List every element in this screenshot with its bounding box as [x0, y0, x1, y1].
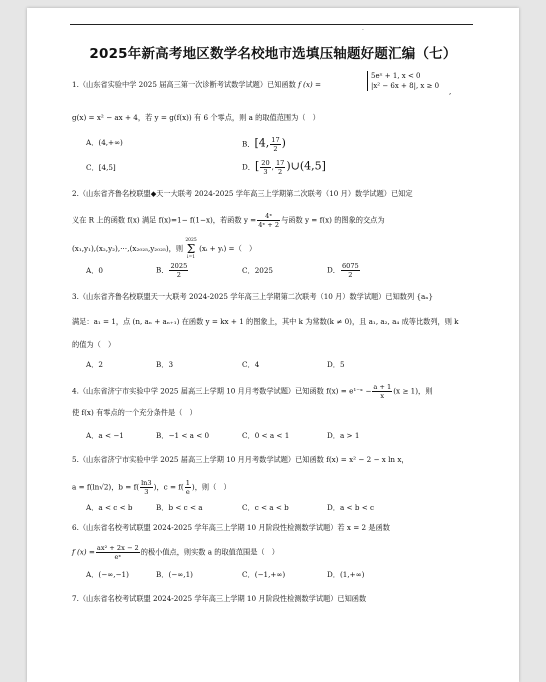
q1-option-d[interactable]: D．[ $\frac{20}{3}$ , $\frac{17}{2}$ )∪(4,5]: [242, 159, 326, 176]
q5-option-c[interactable]: C．c < a < b: [242, 503, 289, 512]
q3-option-a[interactable]: A．2: [86, 360, 103, 369]
q5-line-1: 5.（山东省济宁市实验中学 2025 届高三上学期 10 月月考数学试题）已知函数 f(x) = x² − 2 − x ln x，: [72, 455, 409, 464]
q1-option-a[interactable]: A．(4,+∞): [86, 138, 123, 147]
q2-option-a[interactable]: A．0: [86, 266, 103, 275]
q3-line-2: 满足：a₁ = 1，点 (n, aₙ + aₙ₊₁) 在函数 y = kx + 1 的图象上，其中 k 为常数(k ≠ 0)，且 a₁, a₂, a₄ 成等比数列，则 k: [72, 317, 459, 326]
header-rule: [70, 24, 473, 25]
q3-option-b[interactable]: B．3: [156, 360, 174, 369]
header-mark: ·: [362, 27, 364, 34]
q1-line-1-end: ,: [449, 87, 452, 96]
q2-line-3: (x₁,y₁),(x₂,y₂),⋯,(x₂₀₂₅,y₂₀₂₅)，则 2025 Σ i=1 (xᵢ + yᵢ) =（ ）: [72, 238, 257, 260]
q3-line-1: 3.（山东省齐鲁名校联盟天一大联考 2024-2025 学年高三上学期第二次联考（10 月）数学试题）已知数列 {aₙ}: [72, 292, 434, 301]
q3-option-d[interactable]: D．5: [327, 360, 345, 369]
q1-case-1: 5eˣ + 1, x < 0: [371, 72, 421, 80]
q4-line-1: 4.（山东省济宁市实验中学 2025 届高三上学期 10 月月考数学试题）已知函数 f(x) = e¹⁻ˣ − $\frac{a + 1}{x}$ (x ≥ 1)，则: [72, 383, 433, 400]
q2-option-b[interactable]: B． $\frac{2025}{2}$: [156, 262, 188, 279]
q2-option-c[interactable]: C．2025: [242, 266, 273, 275]
q4-option-c[interactable]: C．0 < a < 1: [242, 431, 290, 440]
q4-line-2: 使 f(x) 有零点的一个充分条件是（ ）: [72, 408, 197, 417]
q5-line-2: a = f(ln√2)，b = f( $\frac{\ln 3}{3}$ )，c = f( $\frac{1}{e}$ )，则（ ）: [72, 479, 231, 496]
q1-line-1: 1.（山东省实验中学 2025 届高三第一次诊断考试数学试题）已知函数 f (x) =: [72, 80, 322, 89]
q3-option-c[interactable]: C．4: [242, 360, 260, 369]
q6-option-a[interactable]: A．(−∞,−1): [86, 570, 129, 579]
summation-symbol: 2025 Σ i=1: [185, 238, 197, 260]
q6-line-1: 6.（山东省名校考试联盟 2024-2025 学年高三上学期 10 月阶段性检测数学试题）若 x = 2 是函数: [72, 523, 390, 532]
q5-option-d[interactable]: D．a < b < c: [327, 503, 375, 512]
q6-option-b[interactable]: B．(−∞,1): [156, 570, 193, 579]
q4-option-b[interactable]: B．−1 < a < 0: [156, 431, 210, 440]
q1-piecewise: [367, 71, 439, 91]
q5-option-b[interactable]: B．b < c < a: [156, 503, 203, 512]
page-title: 2025年新高考地区数学名校地市选填压轴题好题汇编（七）: [89, 46, 457, 62]
q4-option-d[interactable]: D．a > 1: [327, 431, 360, 440]
q4-option-a[interactable]: A．a < −1: [86, 431, 124, 440]
q2-line-2: 义在 R 上的函数 f(x) 满足 f(x)=1− f(1−x)，若函数 y = $\frac{\text{4ˣ}}{\text{4ˣ + 2}}$ 与函数 y = f(x) 的图象的交点为: [72, 212, 385, 229]
q1-option-c[interactable]: C．[4,5]: [86, 163, 116, 172]
q6-line-2: f (x) = $\frac{\text{ax² + 2x − 2}}{\text{eˣ}}$ 的极小值点，则实数 a 的取值范围是（ ）: [72, 544, 279, 561]
q2-line-1: 2.（山东省齐鲁名校联盟◆天一大联考 2024-2025 学年高三上学期第二次联考（10 月）数学试题）已知定: [72, 189, 413, 198]
q6-option-d[interactable]: D．(1,+∞): [327, 570, 365, 579]
q1-option-b[interactable]: B．[4, $\frac{17}{2}$ ): [242, 136, 286, 153]
q3-line-3: 的值为（ ）: [72, 340, 116, 349]
q1-line-2: g(x) = x² − ax + 4，若 y = g(f(x)) 有 6 个零点，则 a 的取值范围为（ ）: [72, 113, 320, 122]
q2-option-d[interactable]: D． $\frac{6075}{2}$: [327, 262, 359, 279]
q1-case-2: |x² − 6x + 8|, x ≥ 0: [371, 82, 440, 90]
q5-option-a[interactable]: A．a < c < b: [86, 503, 133, 512]
q7-line-1: 7.（山东省名校考试联盟 2024-2025 学年高三上学期 10 月阶段性检测数学试题）已知函数: [72, 594, 367, 603]
q6-option-c[interactable]: C．(−1,+∞): [242, 570, 286, 579]
